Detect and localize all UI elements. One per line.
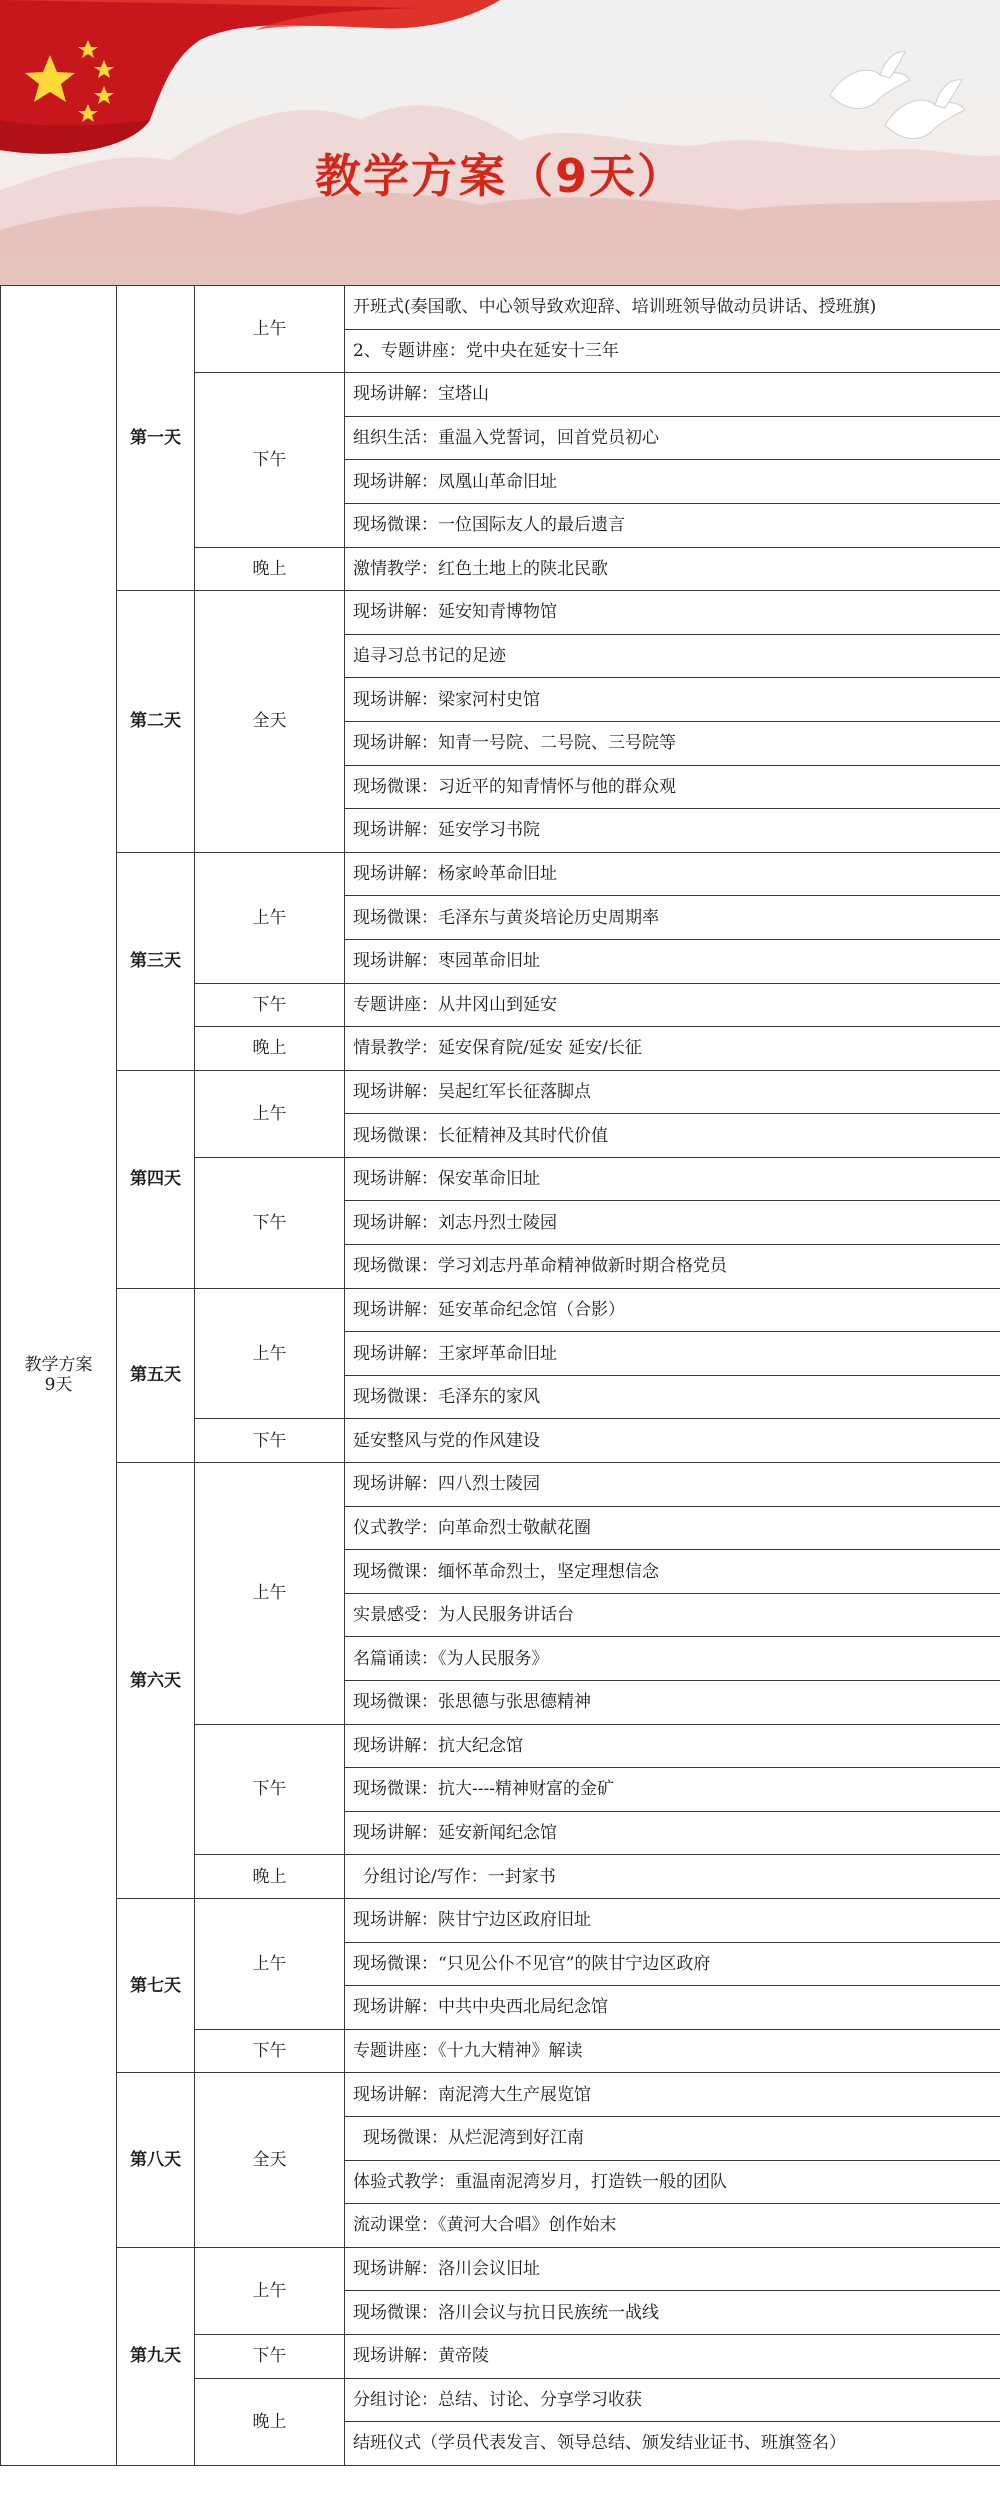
period-label-cell: 晚上 xyxy=(195,2378,345,2465)
activity-cell: 结班仪式（学员代表发言、领导总结、颁发结业证书、班旗签名） xyxy=(345,2422,1000,2466)
table-row xyxy=(1,852,1000,896)
activity-cell: 现场讲解：梁家河村史馆 xyxy=(345,678,1000,722)
activity-cell: 追寻习总书记的足迹 xyxy=(345,634,1000,678)
day-label-cell: 第九天 xyxy=(117,2247,195,2465)
table-row xyxy=(1,1463,1000,1507)
activity-cell: 现场微课：习近平的知青情怀与他的群众观 xyxy=(345,765,1000,809)
day-label-cell: 第七天 xyxy=(117,1898,195,2072)
period-label-cell: 晚上 xyxy=(195,1027,345,1071)
activity-cell: 现场讲解：保安革命旧址 xyxy=(345,1157,1000,1201)
activity-cell: 现场讲解：枣园革命旧址 xyxy=(345,939,1000,983)
period-label-cell: 全天 xyxy=(195,591,345,853)
period-label-cell: 上午 xyxy=(195,1288,345,1419)
activity-cell: 现场微课：毛泽东的家风 xyxy=(345,1375,1000,1419)
activity-cell: 延安整风与党的作风建设 xyxy=(345,1419,1000,1463)
activity-cell: 现场讲解：洛川会议旧址 xyxy=(345,2247,1000,2291)
activity-cell: 现场讲解：宝塔山 xyxy=(345,373,1000,417)
period-label-cell: 全天 xyxy=(195,2073,345,2247)
period-label-cell: 下午 xyxy=(195,2334,345,2378)
activity-cell: 现场讲解：凤凰山革命旧址 xyxy=(345,460,1000,504)
activity-cell: 2、专题讲座：党中央在延安十三年 xyxy=(345,329,1000,373)
day-label-cell: 第八天 xyxy=(117,2073,195,2247)
activity-cell: 现场微课：抗大----精神财富的金矿 xyxy=(345,1768,1000,1812)
plan-label-line: 9天 xyxy=(44,1375,73,1396)
activity-cell: 现场微课：张思德与张思德精神 xyxy=(345,1681,1000,1725)
activity-cell: 流动课堂：《黄河大合唱》创作始末 xyxy=(345,2204,1000,2248)
activity-cell: 名篇诵读：《为人民服务》 xyxy=(345,1637,1000,1681)
activity-cell: 现场讲解：中共中央西北局纪念馆 xyxy=(345,1986,1000,2030)
period-label-cell: 上午 xyxy=(195,1463,345,1725)
period-label-cell: 下午 xyxy=(195,2029,345,2073)
activity-cell: 现场微课：“只见公仆不见官”的陕甘宁边区政府 xyxy=(345,1942,1000,1986)
activity-cell: 现场微课：长征精神及其时代价值 xyxy=(345,1114,1000,1158)
activity-cell: 现场微课：毛泽东与黄炎培论历史周期率 xyxy=(345,896,1000,940)
activity-cell: 分组讨论/写作：一封家书 xyxy=(345,1855,1000,1899)
period-label-cell: 上午 xyxy=(195,852,345,983)
activity-cell: 现场讲解：陕甘宁边区政府旧址 xyxy=(345,1898,1000,1942)
page-title: 教学方案（9天） xyxy=(314,149,685,203)
activity-cell: 现场讲解：吴起红军长征落脚点 xyxy=(345,1070,1000,1114)
activity-cell: 现场微课：学习刘志丹革命精神做新时期合格党员 xyxy=(345,1245,1000,1289)
activity-cell: 现场讲解：黄帝陵 xyxy=(345,2334,1000,2378)
activity-cell: 现场讲解：王家坪革命旧址 xyxy=(345,1332,1000,1376)
activity-cell: 现场微课：洛川会议与抗日民族统一战线 xyxy=(345,2291,1000,2335)
table-row xyxy=(1,1070,1000,1114)
activity-cell: 组织生活：重温入党誓词，回首党员初心 xyxy=(345,416,1000,460)
period-label-cell: 下午 xyxy=(195,373,345,547)
activity-cell: 现场讲解：刘志丹烈士陵园 xyxy=(345,1201,1000,1245)
activity-cell: 实景感受：为人民服务讲话台 xyxy=(345,1593,1000,1637)
period-label-cell: 晚上 xyxy=(195,1855,345,1899)
table-row xyxy=(1,286,1000,330)
table-row xyxy=(1,1898,1000,1942)
period-label-cell: 下午 xyxy=(195,983,345,1027)
activity-cell: 现场讲解：四八烈士陵园 xyxy=(345,1463,1000,1507)
activity-cell: 专题讲座：《十九大精神》解读 xyxy=(345,2029,1000,2073)
activity-cell: 现场微课：一位国际友人的最后遗言 xyxy=(345,503,1000,547)
activity-cell: 现场讲解：延安学习书院 xyxy=(345,809,1000,853)
table-row xyxy=(1,1288,1000,1332)
activity-cell: 现场讲解：抗大纪念馆 xyxy=(345,1724,1000,1768)
plan-label-line: 教学方案 xyxy=(24,1355,93,1376)
day-label-cell: 第六天 xyxy=(117,1463,195,1899)
activity-cell: 现场讲解：延安知青博物馆 xyxy=(345,591,1000,635)
activity-cell: 仪式教学：向革命烈士敬献花圈 xyxy=(345,1506,1000,1550)
period-label-cell: 上午 xyxy=(195,2247,345,2334)
schedule-table xyxy=(0,285,1000,2466)
day-label-cell: 第五天 xyxy=(117,1288,195,1462)
period-label-cell: 下午 xyxy=(195,1157,345,1288)
activity-cell: 激情教学：红色土地上的陕北民歌 xyxy=(345,547,1000,591)
activity-cell: 分组讨论：总结、讨论、分享学习收获 xyxy=(345,2378,1000,2422)
dove-icon xyxy=(830,52,965,139)
table-row xyxy=(1,591,1000,635)
header-banner xyxy=(0,0,1000,285)
activity-cell: 现场讲解：知青一号院、二号院、三号院等 xyxy=(345,721,1000,765)
day-label-cell: 第三天 xyxy=(117,852,195,1070)
period-label-cell: 晚上 xyxy=(195,547,345,591)
period-label-cell: 下午 xyxy=(195,1419,345,1463)
period-label-cell: 上午 xyxy=(195,1898,345,2029)
activity-cell: 现场讲解：延安革命纪念馆（合影） xyxy=(345,1288,1000,1332)
activity-cell: 现场讲解：延安新闻纪念馆 xyxy=(345,1811,1000,1855)
day-label-cell: 第一天 xyxy=(117,286,195,591)
activity-cell: 专题讲座：从井冈山到延安 xyxy=(345,983,1000,1027)
day-label-cell: 第二天 xyxy=(117,591,195,853)
activity-cell: 现场微课：从烂泥湾到好江南 xyxy=(345,2116,1000,2160)
day-label-cell: 第四天 xyxy=(117,1070,195,1288)
plan-label-cell xyxy=(1,286,117,2466)
table-row xyxy=(1,2247,1000,2291)
activity-cell: 开班式(奏国歌、中心领导致欢迎辞、培训班领导做动员讲话、授班旗) xyxy=(345,286,1000,330)
period-label-cell: 下午 xyxy=(195,1724,345,1855)
table-row xyxy=(1,2073,1000,2117)
period-label-cell: 上午 xyxy=(195,1070,345,1157)
activity-cell: 现场讲解：杨家岭革命旧址 xyxy=(345,852,1000,896)
activity-cell: 情景教学：延安保育院/延安 延安/长征 xyxy=(345,1027,1000,1071)
activity-cell: 现场讲解：南泥湾大生产展览馆 xyxy=(345,2073,1000,2117)
activity-cell: 体验式教学：重温南泥湾岁月，打造铁一般的团队 xyxy=(345,2160,1000,2204)
activity-cell: 现场微课：缅怀革命烈士，坚定理想信念 xyxy=(345,1550,1000,1594)
period-label-cell: 上午 xyxy=(195,286,345,373)
